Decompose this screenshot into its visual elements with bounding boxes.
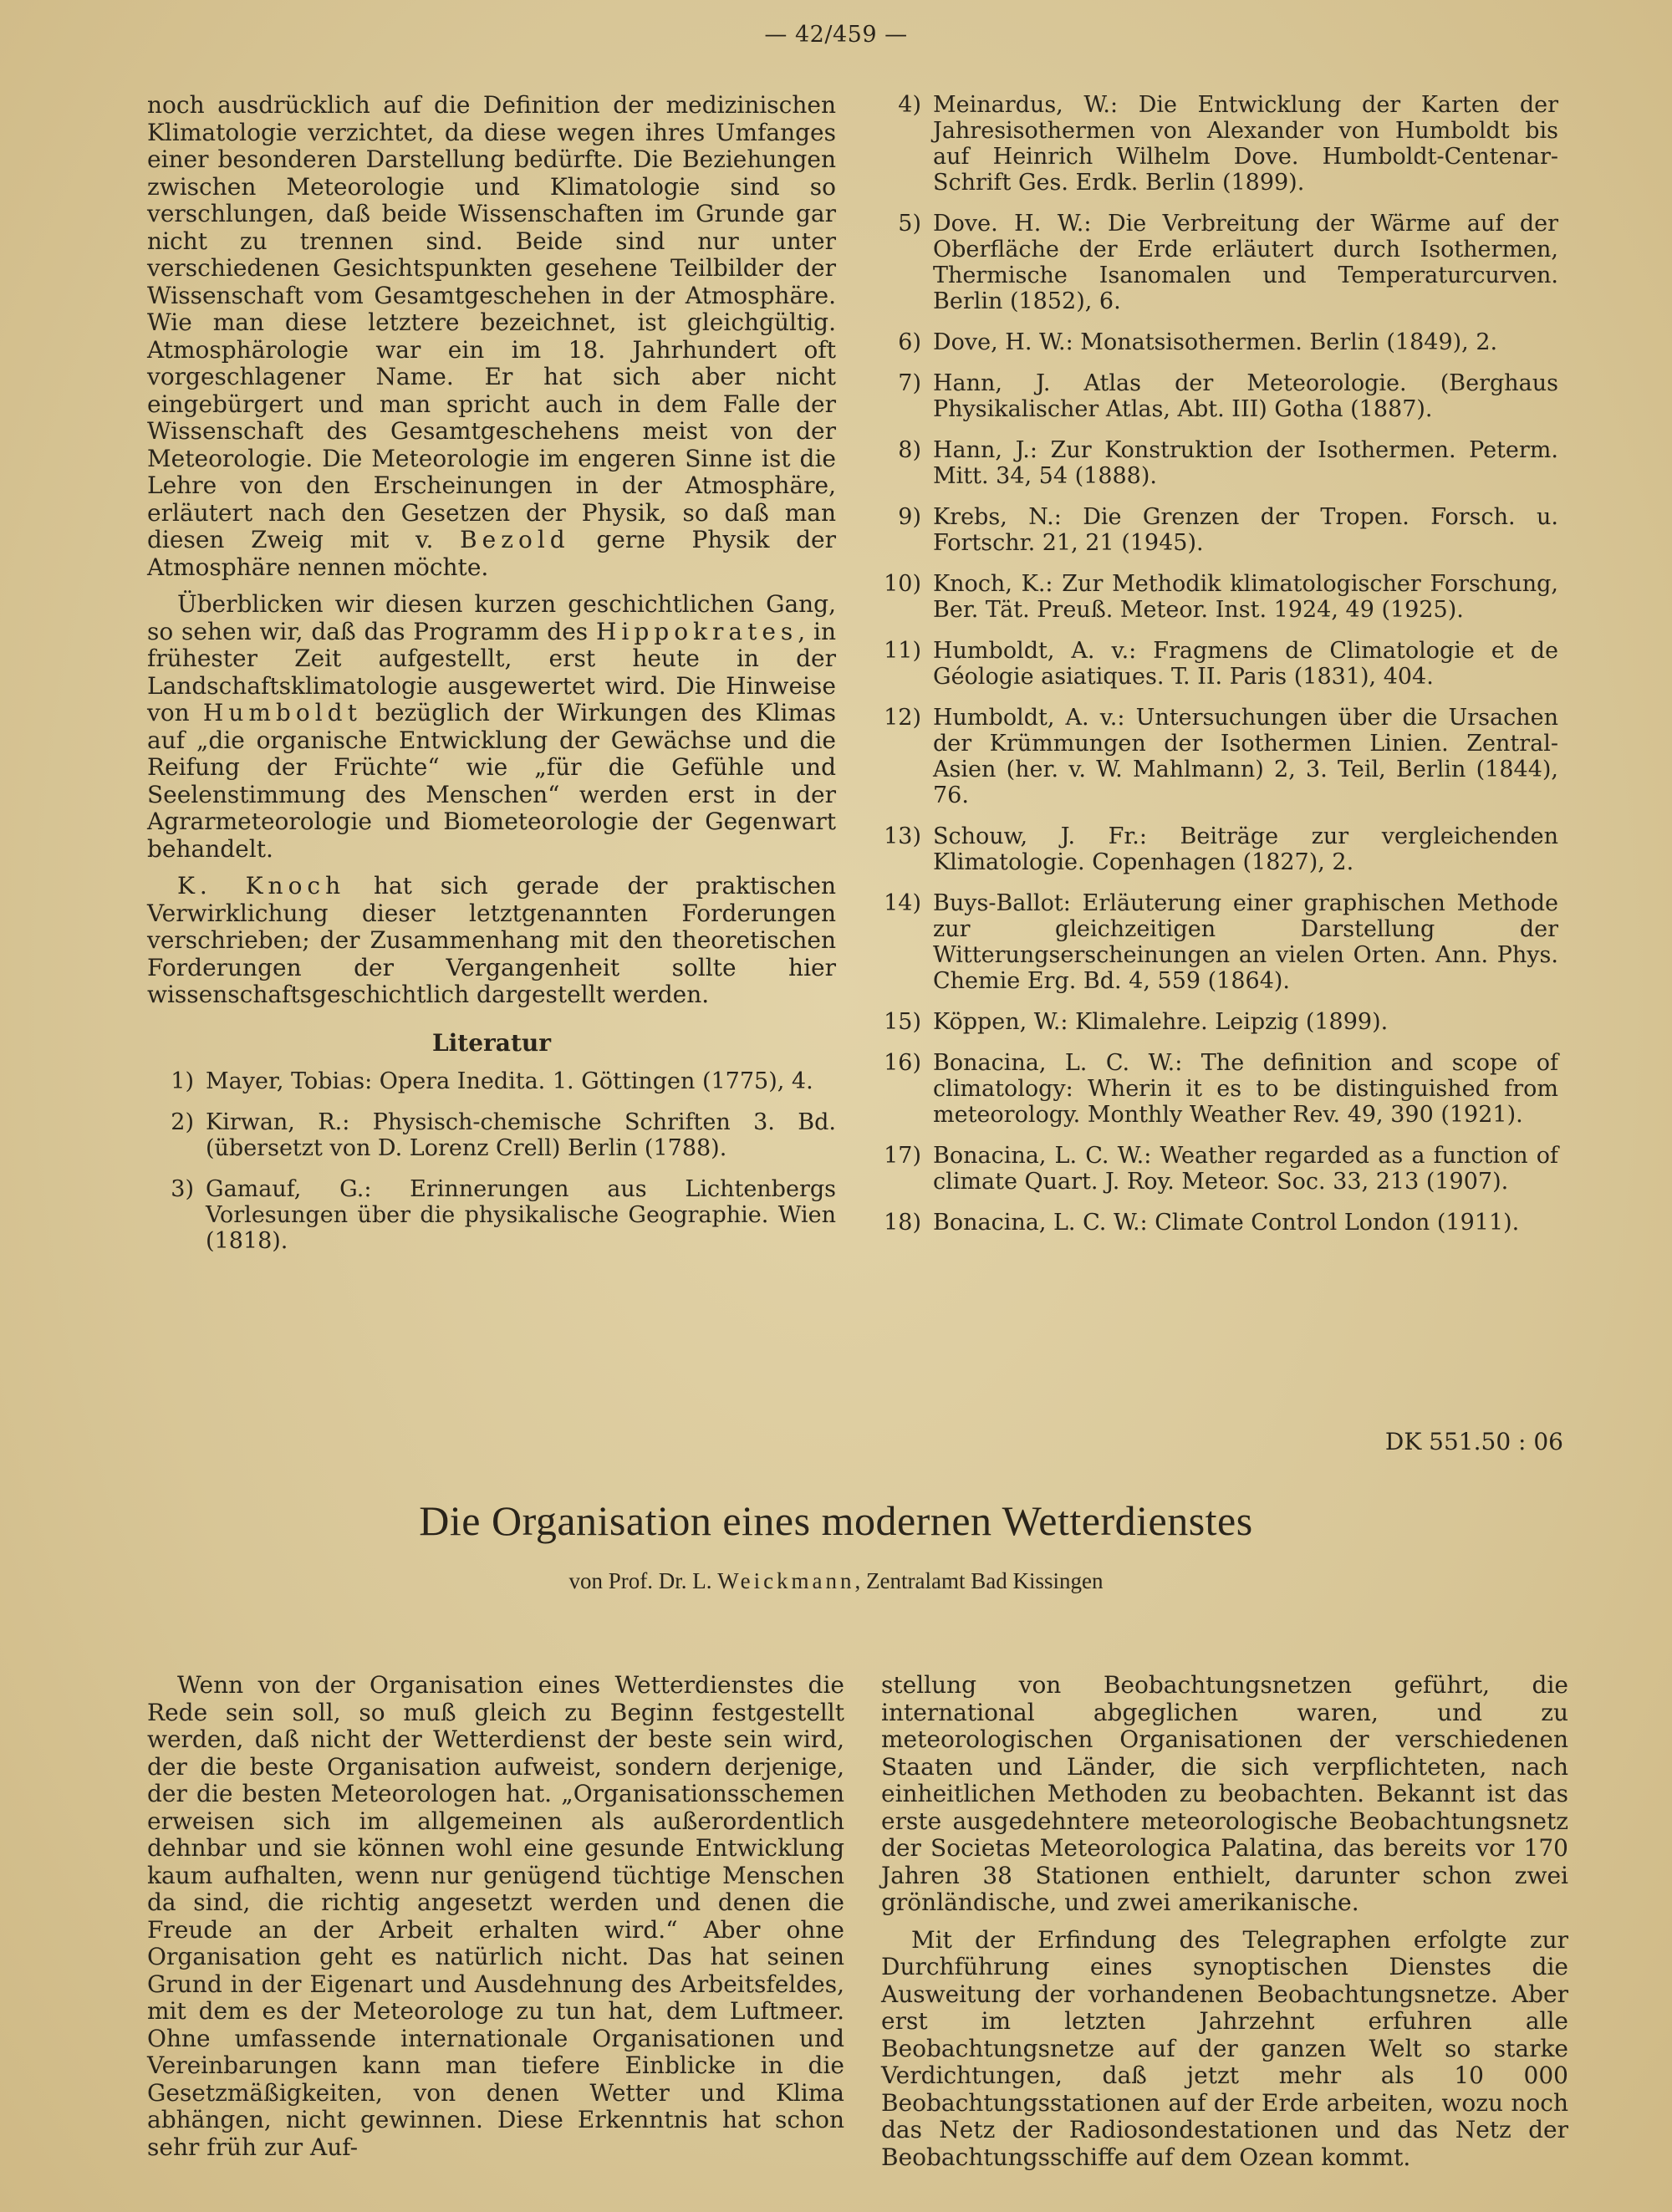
reference-text: Buys-Ballot: Erläuterung einer graphischen Methode zur gleichzeitigen Darstellung der Witterungserscheinungen an vielen Orten. Ann. Phys. Chemie Erg. Bd. 4, 559 (1864). <box>933 890 1558 994</box>
article-left-column <box>147 1672 844 2161</box>
spaced-name-humboldt: Humboldt <box>202 699 362 726</box>
reference-number: 12) <box>884 705 921 731</box>
reference-text: Krebs, N.: Die Grenzen der Tropen. Forsch. u. Fortschr. 21, 21 (1945). <box>933 504 1558 556</box>
reference-item <box>876 1009 1558 1035</box>
article-right-column <box>881 1672 1568 2171</box>
reference-number: 8) <box>898 437 921 463</box>
spaced-name-hippokrates: Hippokrates <box>595 617 798 645</box>
article-paragraph-3: Mit der Erfindung des Telegraphen erfolgte zur Durchführung eines synoptischen Dienstes die Ausweitung der vorhandenen Beobachtungsnetze. Aber erst im letzten Jahrzehnt erfuhren alle Beobachtungsnetze auf der ganzen Welt so starke Verdichtungen, daß jetzt mehr als 10 000 Beobachtungsstationen auf der Erde arbeiten, wozu noch das Netz der Radiosondestationen und das Netz der Beobachtungsschiffe auf dem Ozean kommt. <box>881 1925 1568 2171</box>
reference-item <box>876 571 1558 623</box>
intro-paragraph-3: K. Knoch hat sich gerade der praktischen Verwirklichung dieser letztgenannten Forderungen verschrieben; der Zusammenhang mit den theoretischen Forderungen der Vergangenheit sollte hier wissenschaftsgeschichtlich dargestellt werden. <box>147 872 837 1008</box>
reference-number: 2) <box>171 1109 194 1135</box>
reference-text: Dove. H. W.: Die Verbreitung der Wärme auf der Oberfläche der Erde erläutert durch Isothermen, Thermische Isanomalen und Temperaturcurven. Berlin (1852), 6. <box>933 211 1558 314</box>
reference-item <box>876 705 1558 808</box>
reference-item <box>876 638 1558 690</box>
reference-text: Bonacina, L. C. W.: Climate Control London (1911). <box>933 1210 1520 1236</box>
reference-item <box>876 1210 1558 1236</box>
intro-paragraph-2: Überblicken wir diesen kurzen geschichtlichen Gang, so sehen wir, daß das Programm des Hippokrates, in frühester Zeit aufgestellt, erst heute in der Landschaftsklimatologie ausgewertet wird. Die Hinweise von Humboldt bezüglich der Wirkungen des Klimas auf „die organische Entwicklung der Gewächse und die Reifung der Früchte“ wie „für die Gefühle und Seelenstimmung des Menschen“ werden erst in der Agrarmeteorologie und Biometeorologie der Gegenwart behandelt. <box>147 590 837 863</box>
reference-text: Gamauf, G.: Erinnerungen aus Lichtenbergs Vorlesungen über die physikalische Geographie. Wien (1818). <box>206 1175 836 1254</box>
reference-text: Kirwan, R.: Physisch-chemische Schriften 3. Bd. (übersetzt von D. Lorenz Crell) Berlin (1788). <box>206 1109 836 1161</box>
article-byline: von Prof. Dr. L. Weickmann, Zentralamt Bad Kissingen <box>568 1568 1104 1593</box>
right-column-references <box>876 92 1558 1251</box>
reference-number: 1) <box>171 1068 194 1094</box>
reference-number: 14) <box>884 890 921 916</box>
reference-item <box>876 504 1558 556</box>
reference-text: Humboldt, A. v.: Fragmens de Climatologie et de Géologie asiatiques. T. II. Paris (1831), 404. <box>933 638 1558 690</box>
intro-paragraph-1: noch ausdrücklich auf die Definition der medizinischen Klimatologie verzichtet, da diese wegen ihres Umfanges einer besonderen Darstellung bedürfte. Die Beziehungen zwischen Meteorologie und Klimatologie sind so verschlungen, daß beide Wissenschaften im Grunde gar nicht zu trennen sind. Beide sind nur unter verschiedenen Gesichtspunkten gesehene Teilbilder der Wissenschaft vom Gesamtgeschehen in der Atmosphäre. Wie man diese letztere bezeichnet, ist gleichgültig. Atmosphärologie war ein im 18. Jahrhundert oft vorgeschlagener Name. Er hat sich aber nicht eingebürgert und man spricht auch in dem Falle der Wissenschaft des Gesamtgeschehens meist von der Meteorologie. Die Meteorologie im engeren Sinne ist die Lehre von den Erscheinungen in der Atmosphäre, erläutert nach den Gesetzen der Physik, so daß man diesen Zweig mit v. Bezold gerne Physik der Atmosphäre nennen möchte. <box>147 91 836 581</box>
article-paragraph-1: Wenn von der Organisation eines Wetterdienstes die Rede sein soll, so muß gleich zu Beginn festgestellt werden, daß nicht der Wetterdienst der beste sein wird, der die beste Organisation aufweist, sondern derjenige, der die besten Meteorologen hat. „Organisationsschemen erweisen sich im allgemeinen als außerordentlich dehnbar und sie können wohl eine gesunde Entwicklung kaum aufhalten, wenn nur genügend tüchtige Menschen da sind, die richtig angesetzt werden und denen die Freude an der Arbeit erhalten wird.“ Aber ohne Organisation geht es natürlich nicht. Das hat seinen Grund in der Eigenart und Ausdehnung des Arbeitsfeldes, mit dem es der Meteorologe zu tun hat, dem Luftmeer. Ohne umfassende internationale Organisationen und Vereinbarungen kann man tiefere Einblicke in die Gesetzmäßigkeiten, von denen Wetter und Klima abhängen, nicht gewinnen. Diese Erkenntnis hat schon sehr früh zur Auf- <box>147 1671 844 2161</box>
reference-number: 10) <box>884 571 921 597</box>
reference-item <box>876 370 1558 422</box>
reference-number: 11) <box>884 638 921 664</box>
article-title: Die Organisation eines modernen Wetterdienstes <box>419 1497 1253 1544</box>
reference-number: 7) <box>898 370 921 396</box>
reference-number: 5) <box>898 211 921 237</box>
reference-item <box>147 1176 836 1254</box>
reference-text: Hann, J.: Zur Konstruktion der Isothermen. Peterm. Mitt. 34, 54 (1888). <box>933 437 1558 489</box>
dk-classification: DK 551.50 : 06 <box>1384 1428 1563 1455</box>
spaced-name-knoch: K. Knoch <box>177 872 346 900</box>
reference-number: 18) <box>884 1210 921 1236</box>
reference-item <box>876 1143 1558 1195</box>
reference-item <box>876 890 1558 994</box>
reference-number: 13) <box>884 823 921 849</box>
reference-text: Schouw, J. Fr.: Beiträge zur vergleichenden Klimatologie. Copenhagen (1827), 2. <box>933 823 1558 875</box>
reference-text: Mayer, Tobias: Opera Inedita. 1. Göttingen (1775), 4. <box>206 1068 813 1094</box>
reference-number: 15) <box>884 1009 921 1035</box>
reference-number: 17) <box>884 1143 921 1169</box>
reference-text: Köppen, W.: Klimalehre. Leipzig (1899). <box>933 1009 1389 1035</box>
left-column-top <box>147 92 836 1269</box>
reference-text: Dove, H. W.: Monatsisothermen. Berlin (1849), 2. <box>933 329 1498 355</box>
reference-text: Knoch, K.: Zur Methodik klimatologischer Forschung, Ber. Tät. Preuß. Meteor. Inst. 1924, 49 (1925). <box>933 571 1558 623</box>
article-paragraph-2: stellung von Beobachtungsnetzen geführt, die international abgeglichen waren, und zu meteorologischen Organisationen der verschiedenen Staaten und Länder, die sich verpflichteten, nach einheitlichen Methoden zu beobachten. Bekannt ist das erste ausgedehntere meteorologische Beobachtungsnetz der Societas Meteorologica Palatina, das bereits vor 170 Jahren 38 Stationen enthielt, darunter schon zwei grönländische, und zwei amerikanische. <box>881 1671 1568 1916</box>
reference-item <box>147 1109 836 1161</box>
page-number: — 42/459 — <box>764 22 908 48</box>
reference-number: 16) <box>884 1050 921 1076</box>
reference-text: Bonacina, L. C. W.: The definition and scope of climatology: Wherin it es to be distinguished from meteorology. Monthly Weather Rev. 49, 390 (1921). <box>933 1050 1558 1128</box>
reference-text: Meinardus, W.: Die Entwicklung der Karten der Jahresisothermen von Alexander von Humboldt bis auf Heinrich Wilhelm Dove. Humboldt-Centenar-Schrift Ges. Erdk. Berlin (1899). <box>933 92 1558 196</box>
author-name: Weickmann <box>717 1568 855 1593</box>
literatur-heading: Literatur <box>431 1028 551 1057</box>
reference-item <box>147 1068 836 1094</box>
reference-item <box>876 92 1558 196</box>
reference-item <box>876 437 1558 489</box>
reference-text: Humboldt, A. v.: Untersuchungen über die Ursachen der Krümmungen der Isothermen Linien. Zentral-Asien (her. v. W. Mahlmann) 2, 3. Teil, Berlin (1844), 76. <box>933 705 1558 808</box>
reference-text: Bonacina, L. C. W.: Weather regarded as a function of climate Quart. J. Roy. Meteor. Soc. 33, 213 (1907). <box>933 1143 1558 1195</box>
spaced-name-bezold: Bezold <box>460 526 570 553</box>
reference-number: 3) <box>171 1175 194 1202</box>
reference-item <box>876 329 1558 355</box>
reference-number: 4) <box>898 92 921 118</box>
reference-item <box>876 211 1558 314</box>
reference-number: 6) <box>898 329 921 355</box>
reference-list-left <box>147 1068 836 1254</box>
reference-item <box>876 823 1558 875</box>
reference-text: Hann, J. Atlas der Meteorologie. (Berghaus Physikalischer Atlas, Abt. III) Gotha (1887). <box>933 370 1558 422</box>
reference-list-right <box>876 92 1558 1236</box>
reference-item <box>876 1050 1558 1128</box>
reference-number: 9) <box>898 504 921 530</box>
